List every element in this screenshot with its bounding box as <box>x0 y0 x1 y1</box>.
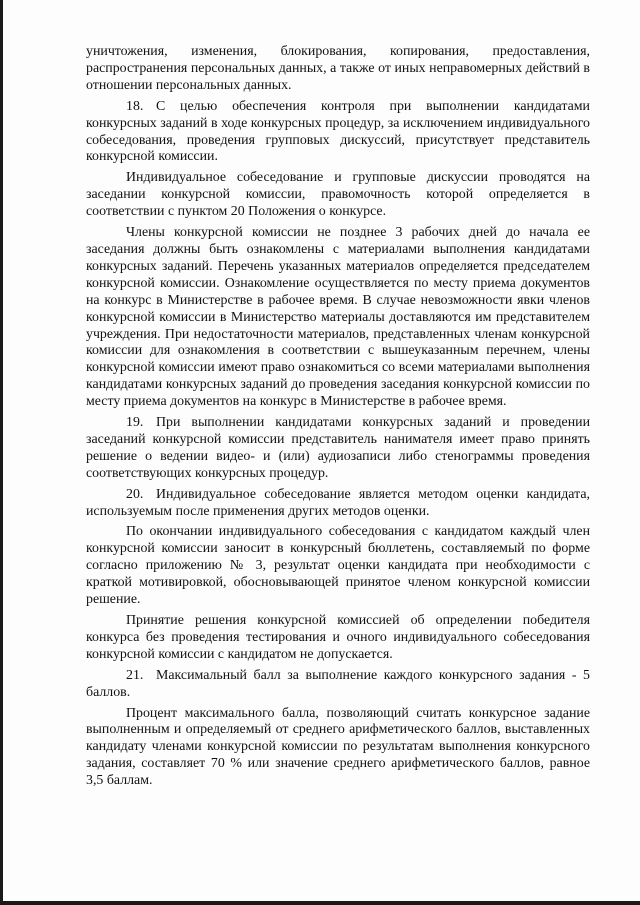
paragraph-text: Максимальный балл за выполнение каждого конкурсного задания - 5 баллов. <box>86 667 590 700</box>
paragraph-3 <box>86 170 590 221</box>
scan-edge-bottom <box>0 901 640 905</box>
paragraph-8 <box>86 613 590 664</box>
paragraph-text: Индивидуальное собеседование и групповые дискуссии проводятся на заседании конкурсной комиссии, правомочность которой определяется в соответствии с пунктом 20 Положения о конкурсе. <box>86 170 590 220</box>
paragraph-7 <box>86 524 590 609</box>
paragraph-4 <box>86 225 590 411</box>
paragraph-number: 21. <box>126 667 144 683</box>
paragraph-10 <box>86 706 590 791</box>
paragraph-number: 20. <box>126 486 144 502</box>
paragraph-text: уничтожения, изменения, блокирования, копирования, предоставления, распространения персональных данных, а также от иных неправомерных действий в отношении персональных данных. <box>86 44 590 93</box>
paragraph-1 <box>86 44 590 95</box>
paragraph-number: 18. <box>126 98 144 114</box>
paragraph-text: Процент максимального балла, позволяющий считать конкурсное задание выполненным и определяемый от среднего арифметического баллов, выставленных кандидату членами конкурсной комиссии по результатам выполнения конкурсного задания, составляет 70 % или значение среднего арифметического баллов, равное 3,5 баллам. <box>86 705 590 789</box>
paragraph-18 <box>86 99 590 167</box>
document-body <box>86 44 590 794</box>
paragraph-text: При выполнении кандидатами конкурсных заданий и проведении заседаний конкурсной комиссии представитель нанимателя имеет право принять решение о ведении видео- и (или) аудиозаписи либо стенограммы проведения соответствующих конкурсных процедур. <box>86 415 590 481</box>
paragraph-19 <box>86 415 590 483</box>
scan-edge-left <box>0 0 3 905</box>
paragraph-number: 19. <box>126 415 144 431</box>
paragraph-text: По окончании индивидуального собеседования с кандидатом каждый член конкурсной комиссии заносит в конкурсный бюллетень, составляемый по форме согласно приложению № 3, результат оценки кандидата при необходимости с краткой мотивировкой, обосновывающей принятое членом конкурсной комиссии решение. <box>86 524 590 608</box>
paragraph-text: Принятие решения конкурсной комиссией об определении победителя конкурса без проведения тестирования и очного индивидуального собеседования конкурсной комиссии с кандидатом не допускается. <box>86 613 590 662</box>
paragraph-21 <box>86 668 590 702</box>
paragraph-20 <box>86 487 590 521</box>
paragraph-text: Члены конкурсной комиссии не позднее 3 рабочих дней до начала ее заседания должны быть ознакомлены с материалами выполнения кандидатами конкурсных заданий. Перечень указанных материалов определяется председателем конкурсной комиссии. Ознакомление осуществляется по месту приема документов на конкурс в Министерстве в рабочее время. В случае невозможности явки членов конкурсной комиссии в Министерство материалы доставляются им представителем учреждения. При недостаточности материалов, представленных членам конкурсной комиссии для ознакомления в соответствии с вышеуказанным перечнем, члены конкурсной комиссии имеют право ознакомиться со всеми материалами выполнения кандидатами конкурсных заданий до проведения заседания конкурсной комиссии по месту приема документов на конкурс в Министерстве в рабочее время. <box>86 225 590 410</box>
paragraph-text: Индивидуальное собеседование является методом оценки кандидата, используемым после применения других методов оценки. <box>86 486 590 519</box>
paragraph-text: С целью обеспечения контроля при выполнении кандидатами конкурсных заданий в ходе конкурсных процедур, за исключением индивидуального собеседования, проведения групповых дискуссий, присутствует представитель конкурсной комиссии. <box>86 98 590 165</box>
